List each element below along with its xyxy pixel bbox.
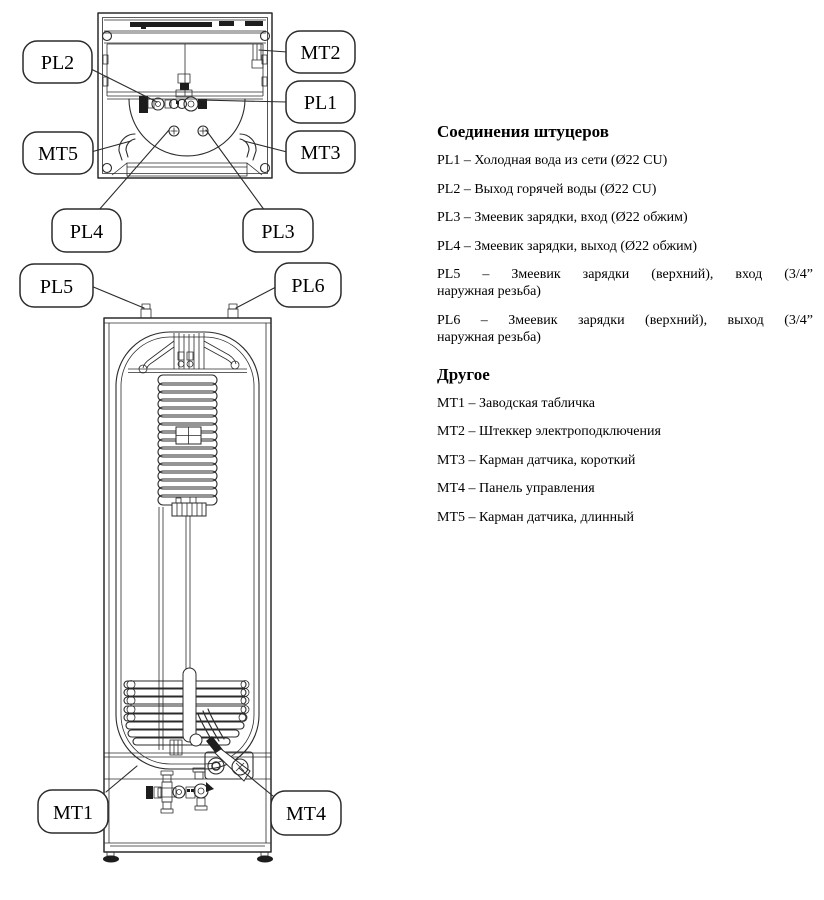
callout-mt4 [271,791,341,835]
legend-item-pl1: PL1 – Холодная вода из сети (Ø22 CU) [437,153,668,168]
legend-panel [437,122,813,537]
callout-label: PL3 [261,221,295,243]
leader-line-pl5 [91,286,144,308]
callout-pl6 [275,263,341,307]
legend-item-mt5: MT5 – Карман датчика, длинный [437,509,635,525]
callout-pl5 [20,264,93,307]
callout-mt2 [286,31,355,73]
legend-item-pl6: PL6 – Змеевик зарядки (верхний), выход (3/4” наружная резьба) [437,312,813,345]
legend-item-pl5: PL5 – Змеевик зарядки (верхний), вход (3/4” наружная резьба) [437,267,813,299]
leader-line-mt3 [244,141,287,152]
center-standpipe [183,668,196,742]
top-pipe-stub-left [141,304,151,318]
callout-label: PL6 [291,275,325,297]
coil-bottom-fitting [172,497,206,516]
sensor-pocket-long [119,134,135,160]
top-panels [107,44,263,99]
callout-label: MT4 [286,803,326,825]
sensor-pocket-short [240,134,256,160]
callout-label: PL2 [40,52,75,74]
leader-line-pl6 [236,287,276,308]
legend-item-pl4: PL4 – Змеевик зарядки, выход (Ø22 обжим) [437,238,698,254]
coil-connection-bolts [169,126,208,136]
top-view-diagram [98,13,272,178]
legend-section-title-other: Другое [437,364,490,384]
electric-plug-connector [252,44,263,68]
legend-section-title-connections: Соединения штуцеров [437,122,609,141]
callout-label: PL5 [39,276,74,298]
valve-assembly [146,768,214,813]
top-pipe-stub-right [228,304,238,318]
callout-label: MT3 [300,142,341,164]
callout-pl3 [243,209,313,252]
callout-mt3 [286,131,355,173]
leader-line-pl1 [200,100,287,102]
legend-item-mt4: MT4 – Панель управления [437,481,595,496]
callout-label: MT5 [38,143,78,165]
leader-line-mt4 [239,768,273,796]
leader-line-mt5 [91,141,131,152]
adjustable-foot-left [103,852,119,863]
legend-item-mt1: MT1 – Заводская табличка [437,395,596,411]
control-panel [205,749,253,781]
bottom-frame-rail [104,843,271,846]
cover-vent-slots [130,21,263,29]
corner-bolt [261,164,270,173]
callout-pl2 [23,41,92,83]
coil-clamp [176,427,201,444]
legend-item-pl3: PL3 – Змеевик зарядки, вход (Ø22 обжим) [437,210,688,225]
front-view-diagram [103,304,273,863]
top-valve [176,74,192,97]
leader-line-pl2 [89,68,157,102]
callout-label: MT2 [300,42,341,64]
legend-item-mt2: MT2 – Штеккер электроподключения [437,424,661,439]
callout-pl1 [286,81,355,123]
adjustable-foot-right [257,852,273,863]
callout-mt5 [23,132,93,174]
top-pipe-cluster [139,333,239,373]
leader-line-pl4 [98,130,169,211]
corner-bolt [103,164,112,173]
callout-label: MT1 [53,802,93,824]
callout-pl4 [52,209,121,252]
legend-item-mt3: MT3 – Карман датчика, короткий [437,452,636,468]
legend-item-pl2: PL2 – Выход горячей воды (Ø22 CU) [437,181,657,197]
callout-label: PL1 [303,92,338,114]
callout-mt1 [38,790,108,833]
callout-label: PL4 [69,221,104,243]
